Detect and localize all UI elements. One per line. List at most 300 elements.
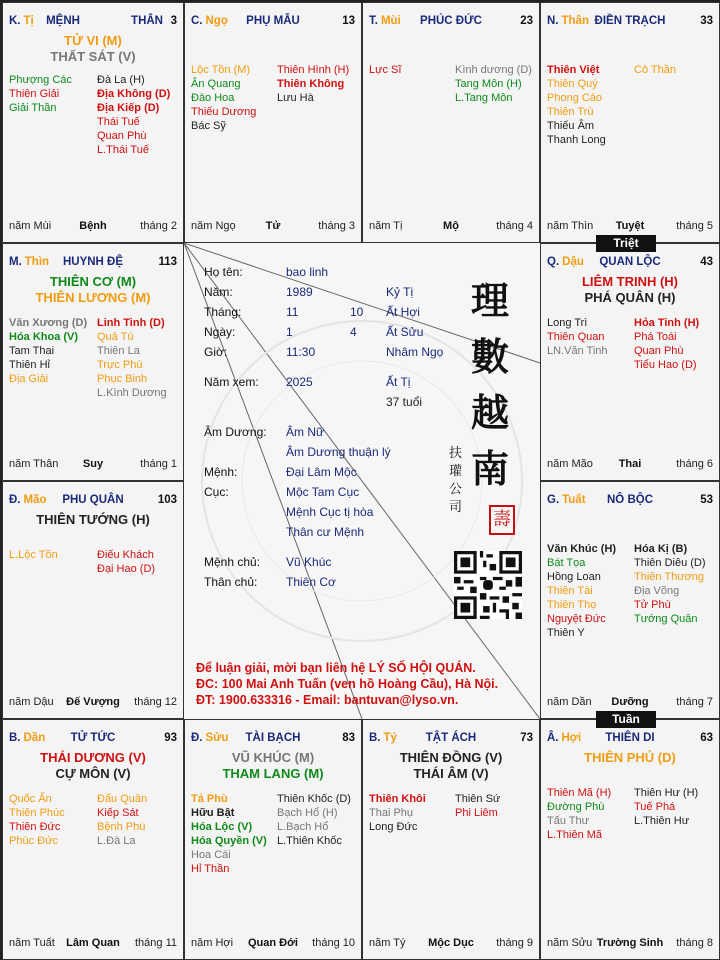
minor-star: Hóa Khoa (V) [9, 331, 79, 343]
palace-ngọ[interactable] [184, 2, 362, 243]
minor-star: Thiên Không [277, 78, 345, 90]
than-marker: THÂN [131, 15, 163, 27]
minor-stars-left [547, 316, 608, 358]
info-day-row [204, 325, 454, 339]
minor-star: LN.Văn Tinh [547, 345, 608, 357]
info-than-chu-row [204, 575, 454, 589]
branch-name: Thân [561, 15, 589, 27]
minor-stars-left [9, 792, 65, 848]
palace-year: năm Tý [369, 937, 406, 949]
minor-stars-left [547, 786, 611, 842]
center-info-panel [184, 243, 540, 719]
age-value: 37 tuổi [386, 395, 423, 409]
palace-name: TÀI BẠCH [245, 732, 301, 744]
year-can: Kỷ Tị [386, 285, 414, 299]
minor-star: Thai Phụ [369, 807, 414, 819]
palace-stage: Lâm Quan [66, 937, 120, 949]
minor-star: Thiên Diêu (D) [634, 557, 706, 569]
minor-star: Tuế Phá [634, 801, 676, 813]
palace-header [9, 15, 177, 31]
minor-star: Thiếu Âm [547, 120, 595, 132]
hour-value: 11:30 [286, 345, 316, 359]
branch-code: C. [191, 15, 203, 27]
minor-star: Bạch Hổ (H) [277, 807, 338, 819]
minor-star: Kiếp Sát [97, 807, 139, 819]
branch-code: Â. [547, 732, 559, 744]
minor-star: Thiên Trù [547, 106, 594, 118]
branch-name: Tị [23, 15, 34, 27]
palace-tuất[interactable] [540, 481, 720, 719]
contact-line-1: Để luận giải, mời bạn liên hệ LÝ SỐ HỘI QUÁN. [196, 661, 476, 675]
palace-mão[interactable] [2, 481, 184, 719]
calligraphy-side [449, 445, 462, 517]
palace-stage: Bệnh [79, 220, 107, 232]
minor-star: Tử Phù [634, 599, 671, 611]
minor-star: Hóa Lộc (V) [191, 821, 253, 833]
minor-star: Long Trì [547, 317, 588, 329]
main-stars [5, 33, 181, 65]
main-star: THIÊN ĐỒNG (V) [399, 750, 503, 765]
minor-star: Đà La (H) [97, 74, 145, 86]
minor-stars-left [547, 542, 616, 640]
minor-star: Quan Phù [97, 130, 147, 142]
minor-star: Thiên Đức [9, 821, 61, 833]
minor-stars-right [97, 792, 147, 848]
palace-footer [547, 696, 713, 710]
cuc-note-2: Thân cư Mệnh [286, 525, 365, 539]
palace-name: QUAN LỘC [599, 256, 661, 268]
minor-star: Địa Không (D) [97, 88, 171, 100]
minor-star: Trực Phù [97, 359, 143, 371]
palace-footer [547, 220, 713, 234]
palace-number: 93 [164, 732, 177, 744]
palace-number: 23 [520, 15, 533, 27]
menh-label: Mệnh: [204, 465, 238, 479]
info-year-row [204, 285, 444, 299]
minor-star: Tướng Quân [634, 613, 698, 625]
palace-number: 53 [700, 494, 713, 506]
info-menh-chu-row [204, 555, 454, 569]
minor-star: Đại Hao (D) [97, 563, 156, 575]
calligraphy-main [471, 273, 509, 497]
main-star: PHÁ QUÂN (H) [584, 290, 676, 305]
branch-name: Dậu [562, 256, 584, 268]
qr-code-icon[interactable] [454, 551, 522, 619]
minor-stars-right [634, 63, 676, 77]
minor-star: Lưu Hà [277, 92, 314, 104]
menh-value: Đại Lâm Mộc [286, 465, 357, 479]
minor-star: Thiên Y [547, 627, 585, 639]
am-duong-label: Âm Dương: [204, 425, 267, 439]
minor-star: Tam Thai [9, 345, 55, 357]
tuan-tag: Tuần [596, 711, 656, 728]
month-lunar: 10 [350, 305, 364, 319]
minor-star: Bệnh Phù [97, 821, 146, 833]
minor-star: Thiên Việt [547, 64, 600, 76]
minor-star: Phong Cáo [547, 92, 603, 104]
month-value: 11 [286, 305, 299, 319]
palace-number: 103 [157, 494, 177, 506]
hour-can: Nhâm Ngọ [386, 345, 444, 359]
palace-dậu[interactable] [540, 243, 720, 481]
red-seal: 壽 [489, 505, 515, 535]
branch-name: Hợi [561, 732, 582, 744]
info-name-row [204, 265, 329, 279]
minor-star: Thiên Tài [547, 585, 593, 597]
palace-header [547, 15, 713, 31]
am-duong-note: Âm Dương thuận lý [286, 445, 391, 459]
palace-mùi[interactable] [362, 2, 540, 243]
branch-code: T. [369, 15, 378, 27]
palace-tý[interactable] [362, 719, 540, 960]
minor-star: L.Lộc Tồn [9, 549, 58, 561]
main-stars [5, 512, 181, 528]
info-menh-row [204, 465, 454, 479]
branch-code: N. [547, 15, 559, 27]
cuc-value: Mộc Tam Cục [286, 485, 360, 499]
minor-star: Hữu Bật [191, 807, 235, 819]
main-stars [543, 750, 717, 766]
minor-star: Quan Phù [634, 345, 684, 357]
palace-tị[interactable] [2, 2, 184, 243]
palace-number: 63 [700, 732, 713, 744]
triet-tag: Triệt [596, 235, 656, 252]
palace-footer [9, 220, 177, 234]
minor-star: Phi Liêm [455, 807, 498, 819]
day-label: Ngày: [204, 325, 236, 339]
minor-star: Lộc Tồn (M) [191, 64, 251, 76]
minor-star: L.Thiên Mã [547, 829, 603, 841]
minor-stars-left [369, 63, 401, 77]
minor-star: Thiên La [97, 345, 140, 357]
palace-header [547, 732, 713, 748]
minor-star: Đường Phù [547, 801, 605, 813]
palace-year: năm Thìn [547, 220, 594, 232]
minor-star: Tấu Thư [547, 815, 590, 827]
minor-star: Nguyệt Đức [547, 613, 606, 625]
calligraphy-side-char: 公 [449, 482, 463, 497]
calligraphy-char: 南 [471, 446, 510, 491]
main-star: CỰ MÔN (V) [55, 766, 131, 781]
cuc-note-1: Mệnh Cục tị hòa [286, 505, 374, 519]
palace-hợi[interactable] [540, 719, 720, 960]
branch-code: B. [9, 732, 21, 744]
month-label: Tháng: [204, 305, 242, 319]
palace-stage: Mộ [443, 220, 459, 232]
palace-name: PHỤ MẪU [246, 15, 300, 27]
minor-star: Phá Toái [634, 331, 677, 343]
minor-star: Đào Hoa [191, 92, 235, 104]
minor-star: Quốc Ấn [9, 793, 52, 805]
contact-line-3: ĐT: 1900.633316 - Email: bantuvan@lyso.vn. [196, 693, 459, 707]
info-view-year-row [204, 375, 454, 389]
minor-star: Hỏa Tinh (H) [634, 317, 700, 329]
minor-stars-right [634, 786, 698, 828]
palace-stage: Suy [82, 458, 104, 470]
minor-stars-right [277, 792, 351, 848]
palace-month: tháng 1 [140, 458, 177, 470]
palace-number: 83 [342, 732, 355, 744]
minor-star: Thiên Hư (H) [634, 787, 699, 799]
minor-stars-left [9, 73, 72, 115]
minor-star: Điếu Khách [97, 549, 154, 561]
palace-year: năm Sửu [547, 937, 593, 949]
minor-star: Bác Sỹ [191, 120, 226, 132]
palace-footer [9, 696, 177, 710]
palace-header [9, 256, 177, 272]
palace-footer [547, 937, 713, 951]
calligraphy-char: 越 [471, 390, 510, 435]
minor-star: Phượng Các [9, 74, 72, 86]
palace-stage: Quan Đới [248, 937, 298, 949]
day-lunar: 4 [350, 325, 357, 339]
main-star: THIÊN PHỦ (D) [584, 750, 676, 765]
palace-stage: Mộc Dục [428, 937, 474, 949]
palace-month: tháng 12 [134, 696, 177, 708]
minor-star: Kình dương (D) [455, 64, 532, 76]
minor-star: L.Kình Dương [97, 387, 167, 399]
minor-stars-right [97, 316, 167, 400]
main-star: VŨ KHÚC (M) [231, 750, 315, 765]
palace-header [369, 15, 533, 31]
palace-year: năm Dậu [9, 696, 54, 708]
am-duong-value: Âm Nữ [286, 425, 325, 439]
minor-star: Hồng Loan [547, 571, 601, 583]
minor-star: Ân Quang [191, 78, 241, 90]
palace-name: TẬT ÁCH [425, 732, 477, 744]
calligraphy-side-char: 扶 [449, 446, 463, 461]
main-star: THIÊN LƯƠNG (M) [35, 290, 151, 305]
palace-number: 113 [158, 256, 177, 268]
info-cuc-row [204, 485, 454, 499]
info-month-row [204, 305, 454, 319]
palace-month: tháng 2 [140, 220, 177, 232]
minor-star: Thiên Thọ [547, 599, 597, 611]
palace-number: 3 [170, 15, 177, 27]
menh-chu-value: Vũ Khúc [286, 555, 332, 569]
minor-star: Thiên Quan [547, 331, 605, 343]
minor-star: Phúc Đức [9, 835, 58, 847]
branch-code: Đ. [191, 732, 203, 744]
palace-year: năm Mão [547, 458, 593, 470]
palace-header [191, 732, 355, 748]
minor-star: L.Đà La [97, 835, 136, 847]
minor-stars-right [455, 792, 500, 820]
palace-header [9, 732, 177, 748]
palace-year: năm Thân [9, 458, 59, 470]
minor-star: Linh Tinh (D) [97, 317, 165, 329]
minor-star: Văn Xương (D) [9, 317, 88, 329]
branch-code: Q. [547, 256, 560, 268]
minor-stars-right [455, 63, 532, 105]
minor-star: Tả Phù [191, 793, 228, 805]
palace-number: 13 [342, 15, 355, 27]
minor-star: Thái Tuế [97, 116, 140, 128]
minor-stars-right [634, 316, 699, 372]
main-star: THÁI ÂM (V) [413, 766, 489, 781]
branch-name: Thìn [24, 256, 50, 268]
minor-star: Thiên Khốc (D) [277, 793, 351, 805]
palace-year: năm Tuất [9, 937, 55, 949]
view-year-can: Ất Tị [386, 375, 411, 389]
minor-star: L.Thiên Khốc [277, 835, 342, 847]
palace-month: tháng 11 [134, 937, 177, 949]
minor-star: Thiên Sứ [455, 793, 501, 805]
palace-year: năm Mùi [9, 220, 52, 232]
calligraphy-side-char: 司 [449, 500, 463, 515]
view-year-value: 2025 [286, 375, 313, 389]
minor-stars-left [9, 548, 58, 562]
minor-star: Tang Môn (H) [455, 78, 522, 90]
month-can: Ất Hợi [386, 305, 420, 319]
palace-name: ĐIỀN TRẠCH [594, 15, 666, 27]
palace-stage: Đế Vượng [66, 696, 120, 708]
palace-month: tháng 9 [496, 937, 533, 949]
minor-star: Văn Khúc (H) [547, 543, 617, 555]
minor-star: Thiên Khôi [369, 793, 426, 805]
palace-footer [191, 220, 355, 234]
main-star: THIÊN TƯỚNG (H) [36, 512, 150, 527]
minor-star: L.Thiên Hư [634, 815, 690, 827]
palace-month: tháng 4 [496, 220, 533, 232]
palace-number: 73 [520, 732, 533, 744]
branch-code: M. [9, 256, 22, 268]
main-star: THIÊN CƠ (M) [49, 274, 137, 289]
palace-number: 33 [700, 15, 713, 27]
minor-stars-right [97, 73, 170, 157]
day-value: 1 [286, 325, 293, 339]
calligraphy-side-char: 瓘 [449, 464, 463, 479]
minor-star: Thiên Hỉ [9, 359, 50, 371]
calligraphy-char: 數 [471, 334, 510, 379]
minor-star: Địa Giải [9, 373, 49, 385]
palace-year: năm Hợi [191, 937, 234, 949]
minor-star: Thanh Long [547, 134, 606, 146]
minor-stars-left [369, 792, 426, 834]
minor-star: Thiên Mã (H) [547, 787, 612, 799]
palace-footer [9, 937, 177, 951]
minor-star: Long Đức [369, 821, 418, 833]
minor-star: Quả Tú [97, 331, 134, 343]
palace-name: PHÚC ĐỨC [420, 15, 482, 27]
minor-star: Phục Binh [97, 373, 148, 385]
branch-code: B. [369, 732, 381, 744]
minor-star: Hóa Quyền (V) [191, 835, 267, 847]
palace-thìn[interactable] [2, 243, 184, 481]
than-chu-value: Thiên Cơ [286, 575, 336, 589]
palace-stage: Trường Sinh [596, 937, 664, 949]
palace-header [9, 494, 177, 510]
minor-stars-left [9, 316, 87, 386]
minor-stars-left [191, 63, 256, 133]
palace-number: 43 [700, 256, 713, 268]
palace-year: năm Dần [547, 696, 592, 708]
calligraphy-logo [449, 273, 519, 543]
minor-star: Tiểu Hao (D) [634, 359, 697, 371]
palace-footer [369, 937, 533, 951]
minor-star: Hóa Kị (B) [634, 543, 688, 555]
minor-star: L.Bạch Hổ [277, 821, 329, 833]
minor-star: Cô Thần [634, 64, 676, 76]
day-can: Ất Sửu [386, 325, 424, 339]
minor-star: Địa Kiếp (D) [97, 102, 160, 114]
palace-year: năm Ngọ [191, 220, 236, 232]
name-value: bao linh [286, 265, 329, 279]
branch-name: Sửu [205, 732, 229, 744]
palace-header [369, 732, 533, 748]
branch-name: Tuất [562, 494, 586, 506]
palace-name: HUYNH ĐỆ [62, 256, 124, 268]
main-star: TỬ VI (M) [64, 33, 122, 48]
palace-stage: Tuyệt [615, 220, 645, 232]
menh-chu-label: Mệnh chủ: [204, 555, 261, 569]
palace-header [547, 494, 713, 510]
info-hour-row [204, 345, 454, 359]
minor-stars-right [634, 542, 706, 626]
hour-label: Giờ: [204, 345, 228, 359]
minor-stars-left [191, 792, 267, 876]
main-stars [5, 750, 181, 782]
branch-name: Mão [23, 494, 47, 506]
branch-code: K. [9, 15, 21, 27]
palace-footer [9, 458, 177, 472]
view-year-label: Năm xem: [204, 375, 259, 389]
year-value: 1989 [286, 285, 313, 299]
main-stars [543, 274, 717, 306]
main-stars [187, 750, 359, 782]
minor-star: Bát Tọa [547, 557, 586, 569]
minor-star: L.Thái Tuế [97, 144, 149, 156]
minor-stars-right [97, 548, 155, 576]
branch-code: G. [547, 494, 560, 506]
palace-name: NÔ BỘC [607, 494, 653, 506]
palace-footer [547, 458, 713, 472]
minor-stars-left [547, 63, 606, 147]
minor-star: Thiên Phúc [9, 807, 65, 819]
palace-footer [369, 220, 533, 234]
minor-star: Đẩu Quân [97, 793, 148, 805]
contact-line-2: ĐC: 100 Mai Anh Tuấn (ven hồ Hoàng Cầu), Hà Nội. [196, 677, 499, 691]
minor-star: Thiên Thương [634, 571, 705, 583]
main-star: THẤT SÁT (V) [50, 49, 136, 64]
palace-footer [191, 937, 355, 951]
minor-star: Thiên Quý [547, 78, 598, 90]
minor-star: Hoa Cái [191, 849, 231, 861]
palace-month: tháng 8 [676, 937, 713, 949]
minor-star: Địa Võng [634, 585, 680, 597]
palace-dần[interactable] [2, 719, 184, 960]
palace-stage: Thai [618, 458, 642, 470]
palace-name: PHU QUÂN [62, 494, 124, 506]
minor-star: Lực Sĩ [369, 64, 402, 76]
palace-year: năm Tị [369, 220, 403, 232]
palace-name: TỬ TỨC [70, 732, 116, 744]
palace-name: THIÊN DI [605, 732, 655, 744]
than-chu-label: Thân chủ: [204, 575, 258, 589]
main-star: LIÊM TRINH (H) [581, 274, 679, 289]
palace-thân[interactable] [540, 2, 720, 243]
palace-name: MỆNH [46, 15, 80, 27]
branch-name: Dần [23, 732, 46, 744]
palace-month: tháng 3 [318, 220, 355, 232]
minor-star: Thiên Hình (H) [277, 64, 350, 76]
palace-month: tháng 5 [676, 220, 713, 232]
palace-header [191, 15, 355, 31]
branch-name: Mùi [380, 15, 401, 27]
palace-sửu[interactable] [184, 719, 362, 960]
palace-month: tháng 10 [312, 937, 355, 949]
branch-name: Tý [383, 732, 397, 744]
